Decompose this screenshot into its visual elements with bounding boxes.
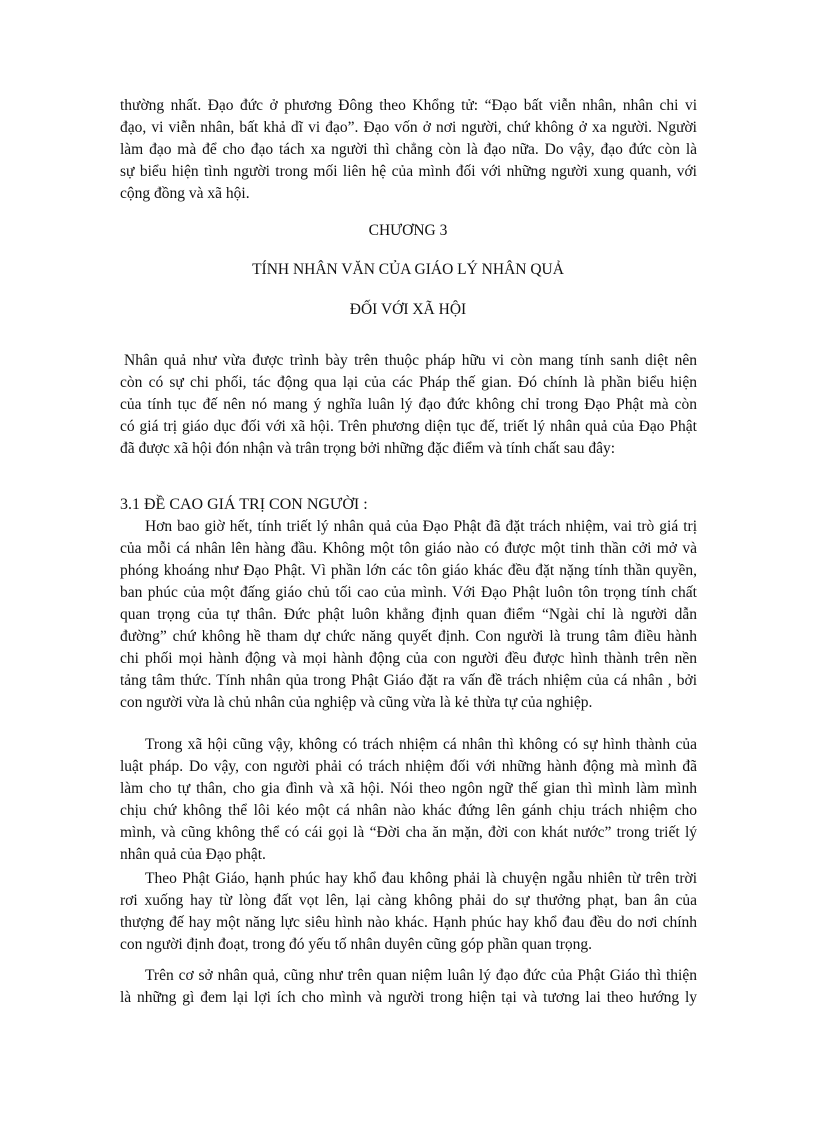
paragraph-6-line: là những gì đem lại lợi ích cho mình và người trong hiện tại và tương lai theo hướng ly xyxy=(120,989,697,1006)
chapter-title-line-2: ĐỐI VỚI XÃ HỘI xyxy=(349,301,467,318)
paragraph-1-line: làm đạo mà để cho đạo tách xa người thì chẳng còn là đạo nữa. Do vậy, đạo đức còn là xyxy=(120,141,697,158)
section-heading: 3.1 ĐỀ CAO GIÁ TRỊ CON NGƯỜI : xyxy=(120,496,368,513)
paragraph-2-line: còn có sự chi phối, tác động qua lại của các Pháp thế gian. Đó chính là phần biểu hiện xyxy=(120,374,697,391)
paragraph-2-line: Nhân quả như vừa được trình bày trên thuộc pháp hữu vi còn mang tính sanh diệt nên xyxy=(124,352,697,369)
paragraph-6-line: Trên cơ sở nhân quả, cũng như trên quan niệm luân lý đạo đức của Phật Giáo thì thiện xyxy=(145,967,697,984)
paragraph-3-line: quan trọng của tự thân. Đức phật luôn khẳng định quan điểm “Ngài chỉ là người dẫn xyxy=(120,606,697,623)
paragraph-4-line: chịu chứ không thể lôi kéo một cá nhân nào khác đứng lên gánh chịu trách nhiệm cho xyxy=(120,802,697,819)
paragraph-3-line: ban phúc của một đấng giáo chủ tối cao của mình. Với Đạo Phật luôn tôn trọng tính chất xyxy=(120,584,697,601)
paragraph-2-line: đã được xã hội đón nhận và trân trọng bởi những đặc điểm và tính chất sau đây: xyxy=(120,440,616,457)
paragraph-4-line: nhân quả của Đạo phật. xyxy=(120,846,266,863)
paragraph-1-line: cộng đồng và xã hội. xyxy=(120,185,250,202)
paragraph-3-line: tảng tâm thức. Tính nhân qủa trong Phật Giáo đặt ra vấn đề trách nhiệm của cá nhân , bởi xyxy=(120,672,697,689)
paragraph-5-line: con người định đoạt, trong đó yếu tố nhân duyên cũng góp phần quan trọng. xyxy=(120,936,593,953)
paragraph-4-line: luật pháp. Do vậy, con người phải có trách nhiệm đối với những hành động mà mình đã xyxy=(120,758,697,775)
paragraph-2-line: của tính tục đế nên nó mang ý nghĩa luân lý đạo đức không chỉ trong Đạo Phật mà còn xyxy=(120,396,697,413)
paragraph-4-line: mình, và cũng không thể có cái gọi là “Đời cha ăn mặn, đời con khát nước” trong triết lý xyxy=(120,824,697,841)
paragraph-4-line: Trong xã hội cũng vậy, không có trách nhiệm cá nhân thì không có sự hình thành của xyxy=(145,736,697,753)
chapter-title-line-1: TÍNH NHÂN VĂN CỦA GIÁO LÝ NHÂN QUẢ xyxy=(252,261,564,278)
paragraph-1-line: đạo, vi viễn nhân, bất khả dĩ vi đạo”. Đạo vốn ở nơi người, chứ không ở xa người. Người xyxy=(120,119,697,136)
paragraph-1-line: thường nhất. Đạo đức ở phương Đông theo Khổng tử: “Đạo bất viễn nhân, nhân chi vi xyxy=(120,97,697,114)
paragraph-5-line: thượng đế hay một năng lực siêu hình nào khác. Hạnh phúc hay khổ đau đều do nơi chính xyxy=(120,914,697,931)
paragraph-3-line: con người vừa là chủ nhân của nghiệp và cũng vừa là kẻ thừa tự của nghiệp. xyxy=(120,694,593,711)
paragraph-3-line: đường” chứ không hề tham dự chức năng quyết định. Con người là trung tâm điều hành xyxy=(120,628,697,645)
paragraph-1-line: sự biểu hiện tình người trong mối liên hệ của mình đối với những người xung quanh, với xyxy=(120,163,697,180)
paragraph-3-line: Hơn bao giờ hết, tính triết lý nhân quả của Đạo Phật đã đặt trách nhiệm, vai trò giá trị xyxy=(145,518,697,535)
paragraph-3-line: của mỗi cá nhân lên hàng đầu. Không một tôn giáo nào có được một tinh thần cởi mở và xyxy=(120,540,697,557)
paragraph-5-line: Theo Phật Giáo, hạnh phúc hay khổ đau không phải là chuyện ngẫu nhiên từ trên trời xyxy=(145,870,697,887)
paragraph-2-line: có giá trị giáo dục đối với xã hội. Trên phương diện tục đế, triết lý nhân quả của Đạo Phật xyxy=(120,418,697,435)
paragraph-4-line: làm cho tự thân, cho gia đình và xã hội. Nói theo ngôn ngữ thế gian thì mình làm mình xyxy=(120,780,697,797)
paragraph-3-line: chi phối mọi hành động và mọi hành động của con người đều được hình thành trên nền xyxy=(120,650,697,667)
chapter-number: CHƯƠNG 3 xyxy=(368,222,448,239)
paragraph-5-line: rơi xuống hay từ lòng đất vọt lên, lại càng không phải do sự thưởng phạt, ban ân của xyxy=(120,892,697,909)
paragraph-3-line: phóng khoáng như Đạo Phật. Vì phần lớn các tôn giáo khác đều đặt nặng tính thần quyền, xyxy=(120,562,697,579)
